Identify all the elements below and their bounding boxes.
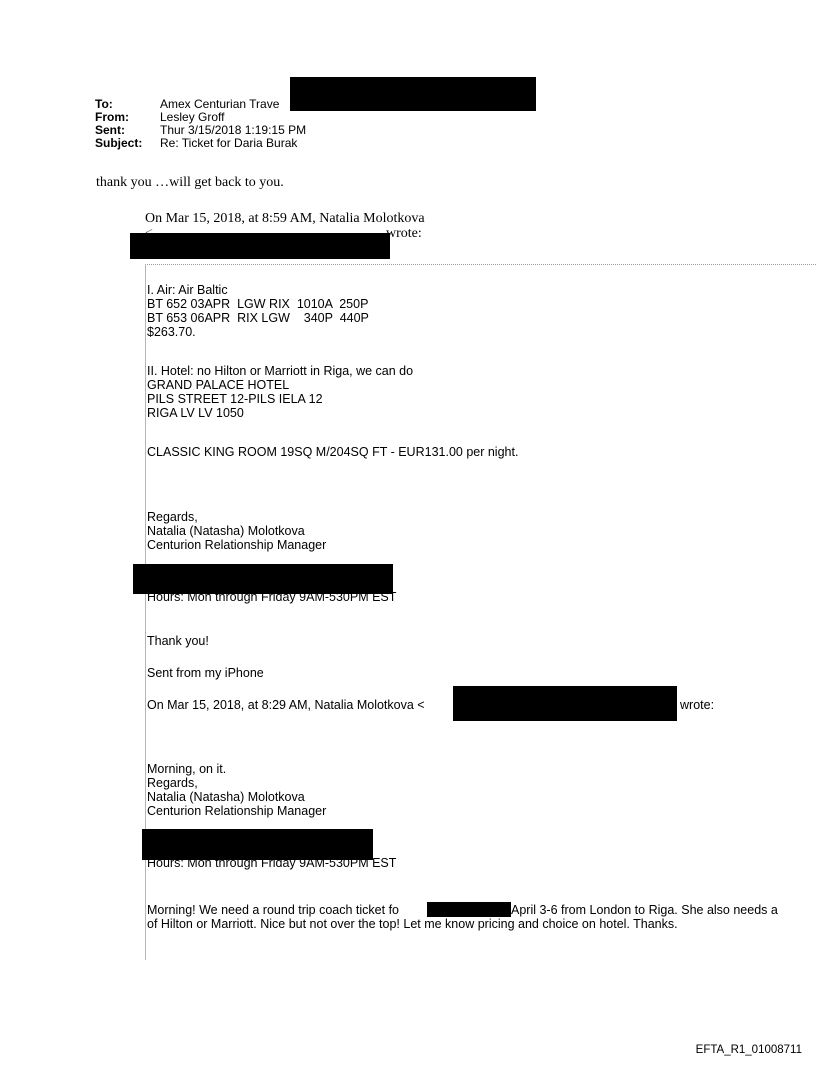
signature-title-1: Centurion Relationship Manager <box>147 538 327 552</box>
hotel-intro: II. Hotel: no Hilton or Marriott in Riga, we can do <box>147 364 414 378</box>
signature-name-1: Natalia (Natasha) Molotkova <box>147 524 305 538</box>
redaction-box <box>130 233 390 259</box>
quote1-intro: On Mar 15, 2018, at 8:59 AM, Natalia Molotkova <box>145 211 425 226</box>
hours-2: Hours: Mon through Friday 9AM-530PM EST <box>147 856 397 870</box>
quote2-wrote: wrote: <box>680 698 715 712</box>
flight-line-1: BT 652 03APR LGW RIX 1010A 250P <box>147 297 369 311</box>
thank-you-text: Thank you! <box>147 634 209 648</box>
document-id: EFTA_R1_01008711 <box>695 1044 802 1056</box>
subject-value: Re: Ticket for Daria Burak <box>160 136 298 150</box>
reply-text: thank you …will get back to you. <box>96 175 284 190</box>
sent-label: Sent: <box>95 123 125 137</box>
hotel-city: RIGA LV LV 1050 <box>147 406 244 420</box>
redaction-box <box>290 77 536 111</box>
air-price: $263.70. <box>147 325 196 339</box>
original-line-2: of Hilton or Marriott. Nice but not over the top! Let me know pricing and choice on hotel. Thanks. <box>147 917 678 931</box>
redaction-box <box>427 902 511 917</box>
flight-line-2: BT 653 06APR RIX LGW 340P 440P <box>147 311 369 325</box>
regards-2: Regards, <box>147 776 198 790</box>
quote-divider <box>145 264 816 265</box>
hotel-street: PILS STREET 12-PILS IELA 12 <box>147 392 323 406</box>
sent-value: Thur 3/15/2018 1:19:15 PM <box>160 123 307 137</box>
to-value: Amex Centurian Trave <box>160 97 280 111</box>
quote1-wrote: wrote: <box>386 226 422 241</box>
subject-label: Subject: <box>95 136 143 150</box>
room-info: CLASSIC KING ROOM 19SQ M/204SQ FT - EUR131.00 per night. <box>147 445 519 459</box>
signature-name-2: Natalia (Natasha) Molotkova <box>147 790 305 804</box>
quote2-intro: On Mar 15, 2018, at 8:29 AM, Natalia Molotkova < <box>147 698 425 712</box>
hours-1: Hours: Mon through Friday 9AM-530PM EST <box>147 590 397 604</box>
to-label: To: <box>95 97 113 111</box>
hotel-name: GRAND PALACE HOTEL <box>147 378 290 392</box>
from-value: Lesley Groff <box>160 110 225 124</box>
redaction-box <box>453 686 677 721</box>
air-title: I. Air: Air Baltic <box>147 283 228 297</box>
original-line-1-end: April 3-6 from London to Riga. She also needs a <box>511 903 778 917</box>
original-line-1-start: Morning! We need a round trip coach ticket fo <box>147 903 399 917</box>
sent-from-text: Sent from my iPhone <box>147 666 264 680</box>
signature-title-2: Centurion Relationship Manager <box>147 804 327 818</box>
from-label: From: <box>95 110 129 124</box>
regards-1: Regards, <box>147 510 198 524</box>
message2-line: Morning, on it. <box>147 762 227 776</box>
